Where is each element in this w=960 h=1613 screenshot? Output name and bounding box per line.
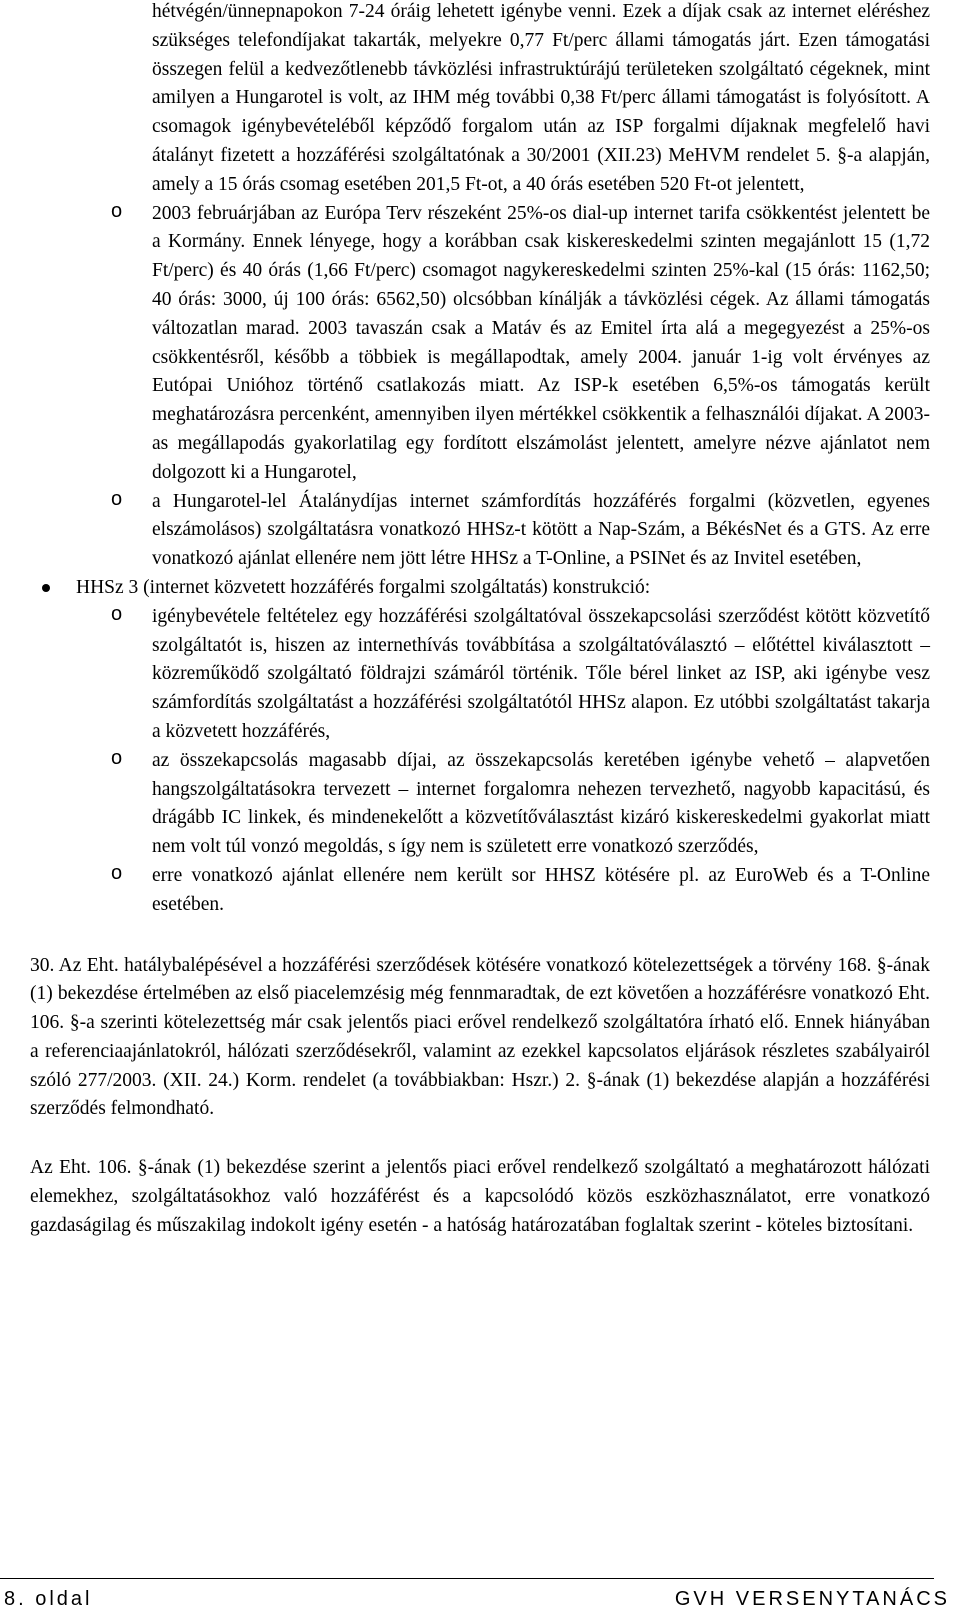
sub-bullet-marker: o — [111, 487, 123, 510]
sub-bullet-marker: o — [111, 602, 123, 625]
list-item — [111, 199, 930, 488]
list-item — [152, 0, 930, 200]
page-number: 8. oldal — [4, 1588, 93, 1610]
list-item-text: erre vonatkozó ajánlat ellenére nem került sor HHSZ kötésére pl. az EuroWeb és a T-Online esetében. — [152, 864, 930, 915]
footer-divider — [0, 1578, 934, 1579]
list-item — [76, 574, 930, 603]
page-footer — [0, 1578, 960, 1613]
sub-bullet-marker: o — [111, 199, 123, 222]
list-item-text: HHSz 3 (internet közvetett hozzáférés forgalmi szolgáltatás) konstrukció: — [76, 576, 651, 598]
list-item — [111, 602, 930, 747]
organization-name: GVH VERSENYTANÁCS — [674, 1588, 950, 1610]
list-item — [111, 861, 930, 920]
list-item — [111, 487, 930, 574]
bullet-icon — [42, 584, 50, 592]
list-item-text: az összekapcsolás magasabb díjai, az összekapcsolás keretében igénybe vehető – alapvetően hangszolgáltatásokra tervezett – internet forgalomra nehezen tervezhető, nagyobb kapacitású, és drágább IC linkek, és mindenekelőtt a közvetítőválasztást kizáró kiskereskedelmi gyakorlat miatt nem volt túl vonzó megoldás, s így nem is született erre vonatkozó szerződés, — [152, 749, 930, 858]
list-item-text: 2003 februárjában az Európa Terv részeként 25%-os dial-up internet tarifa csökkentést jelentett be a Kormány. Ennek lényege, hogy a korábban csak kiskereskedelmi szinten megajánlott 15 (1,72 Ft/perc) és 40 órás (1,66 Ft/perc) csomagot nagykereskedelmi szinten 25%-kal (15 órás: 1162,50; 40 órás: 3000, új 100 órás: 6562,50) olcsóbban kínálják a távközlési cégek. Az állami támogatás változatlan marad. 2003 tavaszán csak a Matáv és az Emitel írta alá a megegyezést a 25%-os csökkentésről, később a többiek is megállapodtak, amely 2004. január 1-ig volt érvényes az Eutópai Unióhoz történő csatlakozás miatt. Az ISP-k esetében 6,5%-os támogatás került meghatározásra percenként, amennyiben ilyen mértékkel csökkentik a felhasználói díjakat. A 2003-as megállapodás gyakorlatilag egy fordított elszámolást jelentett, amelyre nézve ajánlatot nem dolgozott ki a Hungarotel, — [152, 202, 930, 483]
list-item — [111, 746, 930, 862]
sub-bullet-marker: o — [111, 861, 123, 884]
list-item-text: hétvégén/ünnepnapokon 7-24 óráig lehetett igénybe venni. Ezek a díjak csak az internet eléréshez szükséges telefondíjakat takarták, melyekre 0,77 Ft/perc állami támogatás járt. Ezen támogatási összegen felül a kedvezőtlenebb távközlési infrastruktúrájú területeken szolgáltató cégeknek, mint amilyen a Hungarotel is volt, az IHM még további 0,38 Ft/perc állami támogatást is folyósított. A csomagok igénybevételéből képződő forgalom után az ISP forgalmi díjaknak megfelelő havi átalányt fizetett a hozzáférési szolgáltatónak a 30/2001 (XII.23) MeHVM rendelet 5. §-a alapján, amely a 15 órás csomag esetében 201,5 Ft-ot, a 40 órás esetében 520 Ft-ot jelentett, — [152, 1, 930, 195]
list-item-text: igénybevétele feltételez egy hozzáférési szolgáltatóval összekapcsolási szerződést kötött közvetítő szolgáltatót is, hiszen az internethívás továbbítása a szolgáltatóválasztó – előtéttel kiválasztott – közreműködő szolgáltató földrajzi számáról történik. Tőle bérel linket az ISP, aki igénybe vesz számfordítás szolgáltatást a hozzáférési szolgáltatótól HHSz alapon. Ez utóbbi szolgáltatást takarja a közvetett hozzáférés, — [152, 605, 930, 742]
sub-bullet-marker: o — [111, 746, 123, 769]
paragraph: Az Eht. 106. §-ának (1) bekezdése szerint a jelentős piaci erővel rendelkező szolgáltató a meghatározott hálózati elemekhez, szolgáltatásokhoz való hozzáférést és a kapcsolódó közös eszközhasználatot, erre vonatkozó gazdaságilag és műszakilag indokolt igény esetén - a hatóság határozatában foglaltak szerint - köteles biztosítani. — [30, 1157, 930, 1236]
list-item-text: a Hungarotel-lel Átalánydíjas internet számfordítás hozzáférés forgalmi (közvetlen, egyenes elszámolásos) szolgáltatásra vonatkozó HHSz-t kötött a Nap-Szám, a BékésNet és a GTS. Az erre vonatkozó ajánlat ellenére nem jött létre HHSz a T-Online, a PSINet és az Invitel esetében, — [152, 490, 930, 570]
paragraph: 30. Az Eht. hatálybalépésével a hozzáférési szerződések kötésére vonatkozó kötelezettségek a törvény 168. §-ának (1) bekezdése értelmében az első piacelemzésig még fennmaradtak, de ezt követően a hozzáférésre vonatkozó Eht. 106. §-a szerinti kötelezettség már csak jelentős piaci erővel rendelkező szolgáltatóra írható elő. Ennek hiányában a referenciaajánlatokról, hálózati szerződésekről, valamint az ezekkel kapcsolatos eljárások részletes szabályairól szóló 277/2003. (XII. 24.) Korm. rendelet (a továbbiakban: Hszr.) 2. §-ának (1) bekezdése alapján a hozzáférési szerződés felmondható. — [30, 954, 930, 1120]
